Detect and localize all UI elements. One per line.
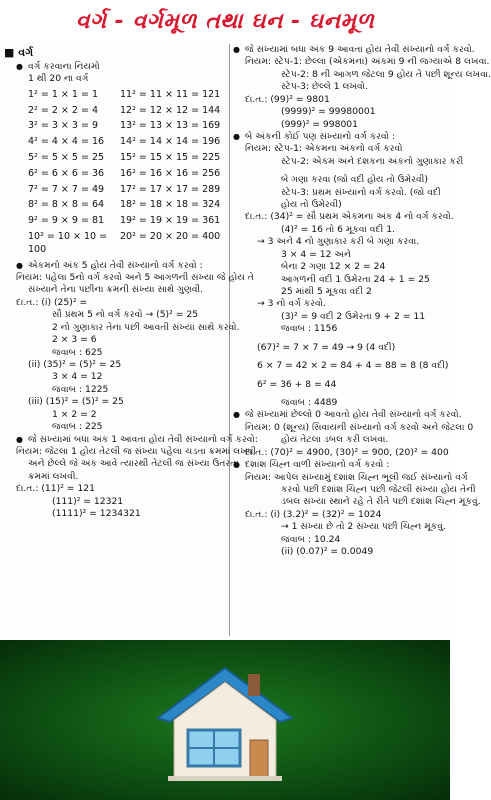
square-row	[28, 199, 226, 212]
text-line: દા.ત.: (i) (3.2)² = (32)² = 1024	[245, 508, 382, 520]
square-cell: 16² = 16 × 16 = 256	[120, 167, 221, 179]
home-icon[interactable]	[150, 660, 300, 785]
text-line: (3)² = 9 વદી 2 ઉમેરતા 9 + 2 = 11	[281, 310, 426, 322]
text-line: નિયમ: સ્ટેપ-1: છેલ્લા (એકમના) અંકમાં 9 ની જગ્યાએ 8 લખવા.	[245, 56, 490, 68]
square-cell: 1² = 1 × 1 = 1	[28, 88, 98, 100]
text-line: (ii) (35)² = (5)² = 25	[28, 359, 122, 370]
square-cell: 2² = 2 × 2 = 4	[28, 104, 98, 116]
text-line: 6 × 7 = 42 × 2 = 84 + 4 = 88 = 8 (8 વદી)	[257, 360, 449, 372]
text-line: સ્ટેપ-3: પ્રથમ સંખ્યાનો વર્ગ કરવો. (જો વદી	[281, 186, 441, 198]
section-heading: ■ વર્ગ	[4, 46, 34, 59]
rule-heading: ● એકમનો અંક 5 હોય તેવી સંખ્યાનો વર્ગ કરવો :	[4, 260, 226, 272]
text-line: નિયમ: સ્ટેપ-1: એકમના અંકનો વર્ગ કરવો	[245, 143, 403, 155]
text-line: કરવો પછી દશાંશ ચિહ્ન પછી જેટલી સંખ્યા હોય તેની	[281, 483, 476, 495]
rule-heading: ● જે સંખ્યામાં બધા અંક 9 આવતા હોય તેવી સંખ્યાનો વર્ગ કરવો.	[233, 44, 447, 56]
square-cell: 6² = 6 × 6 = 36	[28, 167, 105, 179]
text-line: જવાબ : 1156	[281, 323, 338, 335]
square-cell: 5² = 5 × 5 = 25	[28, 151, 105, 163]
square-cell: 20² = 20 × 20 = 400	[120, 231, 221, 242]
text-line: 6² = 36 + 8 = 44	[257, 378, 337, 390]
text-line: દા.ત.: (99)² = 9801	[245, 93, 330, 105]
rule-heading: ● દશાંશ ચિહ્ન વાળી સંખ્યાનો વર્ગ કરવો :	[233, 459, 447, 471]
square-row	[28, 184, 226, 197]
text-line: દા.ત.: (i) (25)² =	[16, 296, 88, 308]
text-line: અને છેલ્લે જે અંક આવે ત્યારથી તેટલી જ સંખ્યા ઉતરતા	[28, 458, 239, 470]
square-row	[28, 215, 226, 228]
square-cell: 13² = 13 × 13 = 169	[120, 120, 221, 132]
right-column	[233, 44, 491, 558]
square-row	[28, 168, 226, 181]
square-row	[28, 120, 226, 133]
text-line: સૌ પ્રથમ 5 નો વર્ગ કરવો → (5)² = 25	[52, 309, 199, 321]
page-title: વર્ગ - વર્ગમૂળ તથા ઘન - ઘનમૂળ	[75, 8, 375, 34]
text-line: નિયમ: પહેલા 5નો વર્ગ કરવો અને 5 આગળની સંખ્યા જે હોય તે	[16, 272, 254, 284]
text-line: (67)² = 7 × 7 = 49 → 9 (4 વદી)	[257, 341, 396, 353]
text-line: જવાબ : 625	[52, 346, 103, 358]
rule-heading: ● વર્ગ કરવાના નિયમો	[4, 61, 226, 73]
square-cell: 14² = 14 × 14 = 196	[120, 136, 221, 148]
text-line: (999)² = 998001	[281, 118, 358, 130]
square-cell: 17² = 17 × 17 = 289	[120, 183, 221, 195]
square-cell: 4² = 4 × 4 = 16	[28, 136, 105, 148]
text-line: દા.ત.: (34)² = સૌ પ્રથમ એકમના અંક 4 નો વર્ગ કરવો.	[245, 211, 454, 223]
text-line: દા.ત.: (11)² = 121	[16, 483, 95, 495]
bottom-panel	[0, 640, 450, 800]
text-line: (111)² = 12321	[52, 495, 124, 507]
square-cell: 12² = 12 × 12 = 144	[120, 104, 221, 116]
text-line: (1111)² = 1234321	[52, 508, 141, 520]
text-line: બેના 2 ગણા 12 × 2 = 24	[281, 261, 386, 273]
text-line: જવાબ : 4489	[281, 396, 338, 408]
text-line: ડબલ સંખ્યા સ્થાને રહે તે રીતે પછી દશાંશ ચિહ્ન મૂકવું.	[281, 496, 481, 508]
text-line: → 3 નો વર્ગ કરવો.	[257, 298, 326, 310]
text-line: સંખ્યાને તેના પછીના ક્રમની સંખ્યા સાથે ગુણવી.	[28, 284, 204, 296]
text-line: હોય તેટલા ડબલ કરી લખવા.	[281, 434, 389, 446]
text-line: (iii) (15)² = (5)² = 25	[28, 396, 124, 408]
left-column	[4, 44, 258, 520]
text-line: 25 માંથી 5 મૂકવા વદી 2	[281, 286, 372, 298]
text-line: આગળની વદી 1 ઉમેરતા 24 + 1 = 25	[281, 273, 430, 285]
text-line: નિયમ: 0 (શૂન્ય) સિવાયની સંખ્યાનો વર્ગ કરવો અને જેટલા 0	[245, 421, 474, 433]
square-row	[28, 231, 226, 257]
text-line: 2 × 3 = 6	[52, 334, 97, 346]
square-cell: 19² = 19 × 19 = 361	[120, 215, 221, 227]
text-line: 1 × 2 = 2	[52, 408, 97, 420]
square-cell: 7² = 7 × 7 = 49	[28, 183, 105, 195]
text-line: 3 × 4 = 12	[52, 371, 103, 383]
square-cell: 3² = 3 × 3 = 9	[28, 120, 98, 132]
text-line: સ્ટેપ-2: એકમ અને દશકના અંકનો ગુણાકાર કરી	[281, 155, 464, 167]
text-line: સ્ટેપ-2: 8 ની આગળ જેટલા 9 હોય તે પછી શૂન્ય લખવા.	[281, 68, 491, 80]
text-line: જવાબ : 10.24	[281, 533, 341, 545]
text-line: નિયમ: આપેલ સંખ્યામું દશાંશ ચિહ્ન ભૂલી જઈ સંખ્યાનો વર્ગ	[245, 471, 468, 483]
text-line: સ્ટેપ-3: છેલ્લે 1 લખવો.	[281, 81, 368, 93]
square-cell: 10² = 10 × 10 = 100	[28, 231, 108, 255]
text-line: હોય તો ઉમેરવી)	[281, 199, 342, 211]
text-line: ક્રમમાં લખવી.	[28, 470, 79, 482]
square-cell: 15² = 15 × 15 = 225	[120, 151, 221, 163]
text-line: 3 × 4 = 12 અને	[281, 248, 351, 260]
text-line: બે ગણા કરવા (જો વદી હોય તો ઉમેરવી)	[281, 174, 428, 186]
square-row	[28, 152, 226, 165]
square-cell: 18² = 18 × 18 = 324	[120, 199, 221, 211]
text-line: → 1 સંખ્યા છે તો 2 સંખ્યા પછી ચિહ્ન મૂકવું.	[281, 521, 446, 533]
text-line: (9999)² = 99980001	[281, 106, 376, 118]
text-line: 1 થી 20 ના વર્ગ	[28, 73, 89, 85]
text-line: (4)² = 16 તો 6 મૂકવા વદી 1.	[281, 223, 395, 235]
rule-heading: ● જે સંખ્યામાં છેલ્લો 0 આવતો હોય તેવી સંખ્યાનો વર્ગ કરવો.	[233, 409, 447, 421]
text-line: → 3 અને 4 નો ગુણાકાર કરી બે ગણા કરવા.	[257, 236, 420, 248]
square-row	[28, 136, 226, 149]
text-line: દા.ત.: (70)² = 4900, (30)² = 900, (20)² = 400	[245, 446, 449, 458]
text-line: નિયમ: જેટલા 1 હોય તેટલી જ સંખ્યા પહેલા ચડતા ક્રમમાં લખવી	[16, 445, 257, 457]
text-line: 2 નો ગુણાકાર તેના પછી આવતી સંખ્યા સાથે કરવો.	[52, 321, 240, 333]
square-cell: 9² = 9 × 9 = 81	[28, 215, 105, 227]
square-cell: 8² = 8 × 8 = 64	[28, 199, 105, 211]
text-line: (ii) (0.07)² = 0.0049	[281, 546, 374, 558]
rule-heading: ● બે અંકની કોઈ પણ સંખ્યાનો વર્ગ કરવો :	[233, 131, 447, 143]
square-row	[28, 89, 226, 102]
text-line: જવાબ : 225	[52, 421, 103, 433]
title-banner	[0, 0, 450, 42]
rule-heading: ● જે સંખ્યામાં બધા અંક 1 આવતા હોય તેવી સંખ્યાનો વર્ગ કરવો:	[4, 434, 226, 446]
column-divider	[229, 44, 230, 636]
square-row	[28, 105, 226, 118]
square-cell: 11² = 11 × 11 = 121	[120, 88, 221, 100]
text-line: જવાબ : 1225	[52, 383, 109, 395]
